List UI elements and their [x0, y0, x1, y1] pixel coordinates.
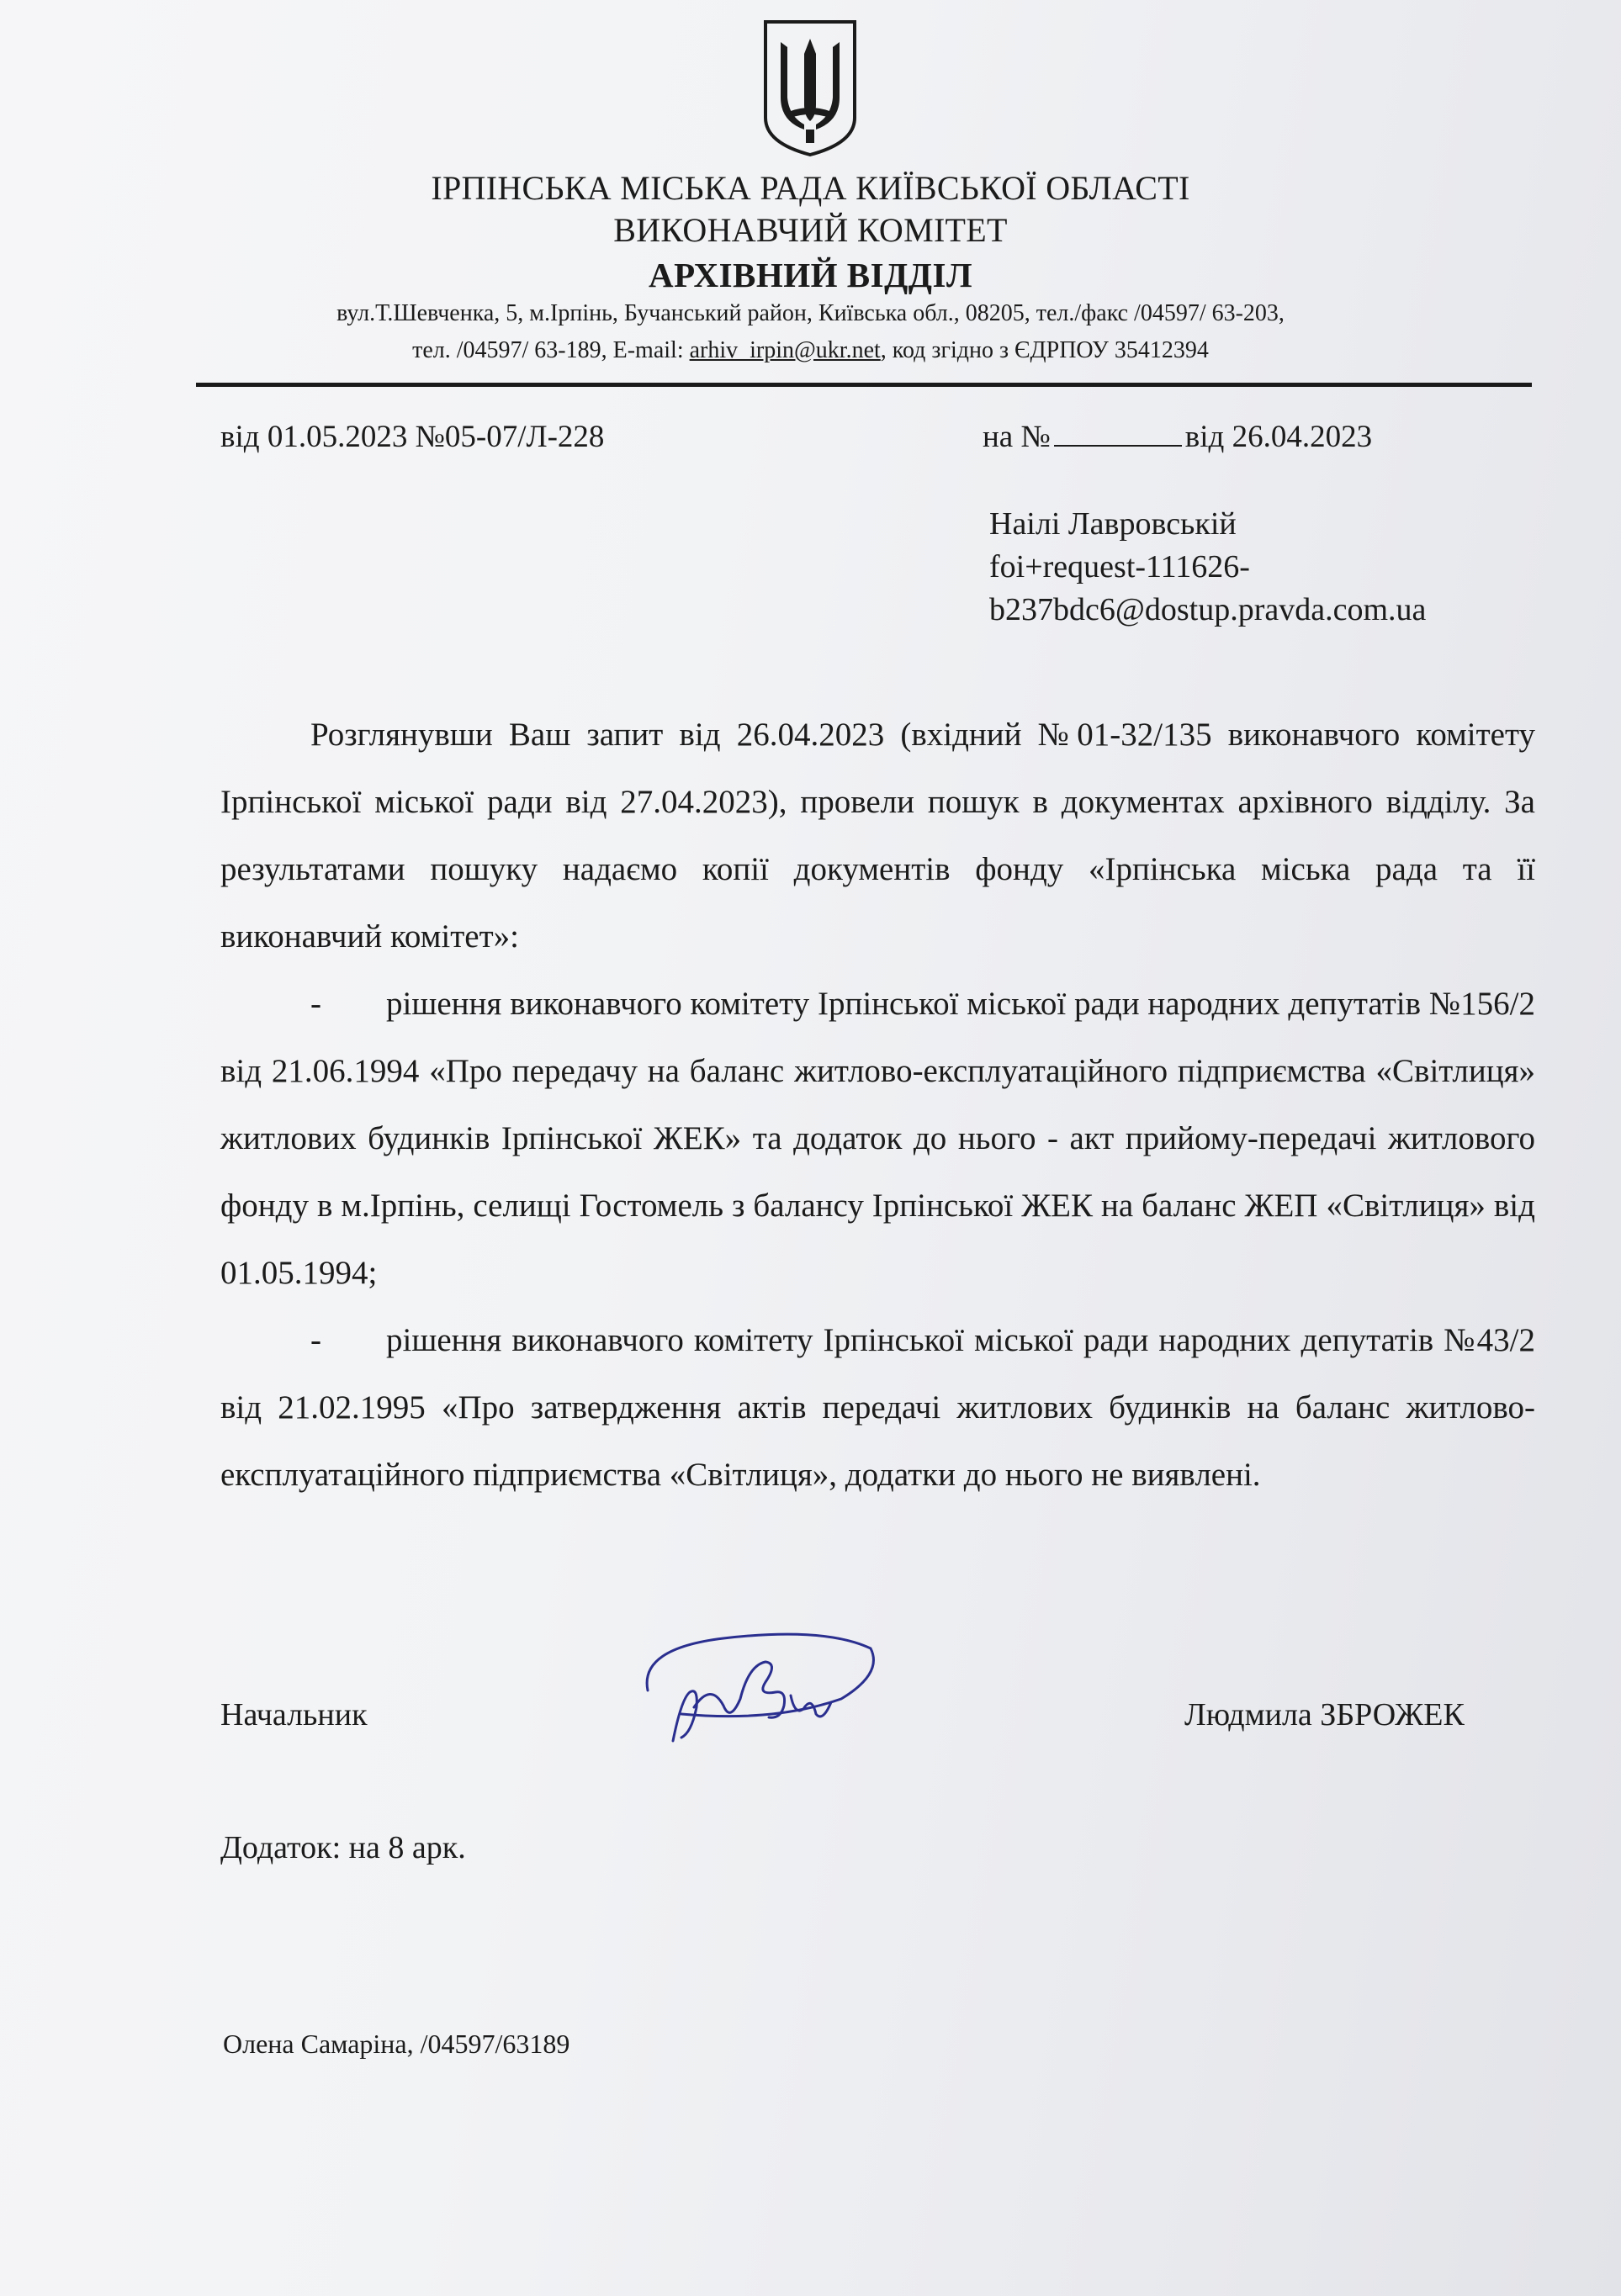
incoming-prefix: на №: [983, 420, 1051, 454]
handwritten-signature: [631, 1615, 883, 1766]
incoming-reference: [983, 419, 1372, 455]
email-link[interactable]: arhiv_irpin@ukr.net: [689, 337, 881, 363]
recipient-block: [989, 503, 1426, 632]
department-name: АРХІВНИЙ ВІДДІЛ: [648, 256, 973, 294]
address-code: , код згідно з ЄДРПОУ 35412394: [880, 337, 1209, 363]
signatory-role: Начальник: [220, 1697, 368, 1733]
list-dash: -: [310, 1322, 321, 1358]
letter-body: [220, 701, 1535, 1509]
council-name: ІРПІНСЬКА МІСЬКА РАДА КИЇВСЬКОЇ ОБЛАСТІ: [431, 169, 1190, 207]
address-phone: тел. /04597/ 63-189, E-mail:: [412, 337, 690, 363]
list-item-text: рішення виконавчого комітету Ірпінської міської ради народних депутатів №156/2 від 21.06.1994 «Про передачу на баланс житлово-експлуатаційного підприємства «Світлиця» житлових будинків Ірпінської ЖЕК» та додаток до нього - акт прийому-передачі житлового фонду в м.Ірпінь, селищі Гостомель з балансу Ірпінської ЖЕК на баланс ЖЕП «Світлиця» від 01.05.1994;: [220, 986, 1535, 1291]
list-item-text: рішення виконавчого комітету Ірпінської міської ради народних депутатів №43/2 від 21.02.1995 «Про затвердження актів передачі житлових будинків на баланс житлово-експлуатаційного підприємства «Світлиця», додатки до нього не виявлені.: [220, 1322, 1535, 1493]
signatory-name: Людмила ЗБРОЖЕК: [1184, 1697, 1465, 1733]
address-line-1: вул.Т.Шевченка, 5, м.Ірпінь, Бучанський район, Київська обл., 08205, тел./факс /04597/ 63-203,: [336, 300, 1285, 326]
committee-name: ВИКОНАВЧИЙ КОМІТЕТ: [613, 211, 1008, 249]
header-divider: [196, 383, 1532, 387]
attachment-note: Додаток: на 8 арк.: [220, 1830, 466, 1865]
incoming-number-blank: [1054, 420, 1182, 447]
recipient-email-line-2: b237bdc6@dostup.pravda.com.ua: [989, 592, 1427, 627]
coat-of-arms-icon: [755, 17, 865, 158]
executor-contact: Олена Самаріна, /04597/63189: [223, 2029, 570, 2059]
list-item: [220, 971, 1535, 1307]
outgoing-number: від 01.05.2023 №05-07/Л-228: [220, 420, 605, 454]
list-item: [220, 1307, 1535, 1509]
incoming-date: від 26.04.2023: [1184, 420, 1373, 454]
address-line-2: [0, 337, 1621, 364]
recipient-email-line-1: foi+request-111626-: [989, 549, 1250, 585]
body-paragraph: Розглянувши Ваш запит від 26.04.2023 (вхідний №01-32/135 виконавчого комітету Ірпінської міської ради від 27.04.2023), провели пошук в документах архівного відділу. За результатами пошуку надаємо копії документів фонду «Ірпінська міська рада та її виконавчий комітет»:: [220, 717, 1535, 955]
recipient-name: Наілі Лавровській: [989, 506, 1237, 542]
list-dash: -: [310, 986, 321, 1022]
